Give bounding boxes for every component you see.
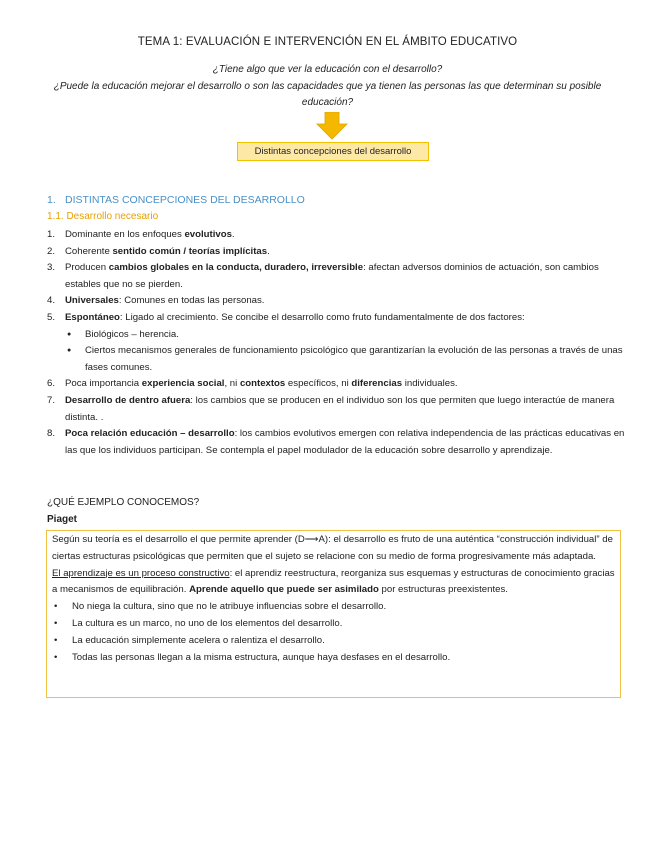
- list-item: 6. Poca importancia experiencia social, ni contextos específicos, ni diferencias individuales.: [47, 378, 458, 390]
- section-label: DISTINTAS CONCEPCIONES DEL DESARROLLO: [65, 194, 305, 206]
- intro-question-1: ¿Tiene algo que ver la educación con el desarrollo?: [212, 64, 443, 75]
- list-item: 2. Coherente sentido común / teorías implícitas.: [47, 245, 270, 257]
- intro-question-2: ¿Puede la educación mejorar el desarrollo o son las capacidades que ya tienen las personas las que determinan su posible educación?: [53, 80, 602, 108]
- list-item: 8. Poca relación educación – desarrollo: los cambios evolutivos emergen con relativa independencia de las prácticas educativas en las que los individuos participan. Se contempla el papel modulador de la educación sobre desarrollo y aprendizaje.: [47, 428, 625, 456]
- box-bullet: • La educación simplemente acelera o ralentiza el desarrollo.: [52, 633, 615, 650]
- piaget-box: [46, 530, 621, 698]
- factor-item: ● Ciertos mecanismos generales de funcionamiento psicológico que garantizarían la evolución de las personas a través de unas fases comunes.: [65, 343, 627, 376]
- intro-questions: [40, 62, 615, 112]
- list-item: 7. Desarrollo de dentro afuera: los cambios que se producen en el individuo son los que permiten que luego interactúe de manera distinta. .: [47, 394, 615, 423]
- concept-box: Distintas concepciones del desarrollo: [237, 142, 429, 161]
- subsection-heading: 1.1. Desarrollo necesario: [47, 211, 159, 222]
- example-question: ¿QUÉ EJEMPLO CONOCEMOS?: [47, 497, 200, 508]
- down-arrow-icon: [316, 112, 348, 140]
- characteristics-list: [47, 227, 627, 459]
- box-bullet: • No niega la cultura, sino que no le atribuye influencias sobre el desarrollo.: [52, 599, 615, 616]
- section-heading: [47, 194, 305, 206]
- factors-list: [65, 327, 627, 377]
- list-item: 1. Dominante en los enfoques evolutivos.: [47, 229, 235, 240]
- box-bullets: [52, 599, 615, 666]
- list-item: 4. Universales: Comunes en todas las personas.: [47, 295, 265, 307]
- box-paragraph-2: El aprendizaje es un proceso constructivo: el aprendiz reestructura, reorganiza sus esquemas y estructuras de conocimiento gracias a mecanismos de equilibración. Aprende aquello que puede ser asimilado por estructuras preexistentes.: [52, 567, 615, 596]
- list-item: 3. Producen cambios globales en la conducta, duradero, irreversible: afectan adversos dominios de actuación, son cambios estables que no se pierden.: [47, 262, 599, 290]
- box-paragraph-1: Según su teoría es el desarrollo el que permite aprender (D⟶A): el desarrollo es fruto de una auténtica “construcción individual” de ciertas estructuras psicológicas que permiten que el sujeto se relacione con su medio de forma progresivamente más adaptada.: [52, 534, 613, 562]
- box-bullet: • La cultura es un marco, no uno de los elementos del desarrollo.: [52, 616, 615, 633]
- box-bullet: • Todas las personas llegan a la misma estructura, aunque haya desfases en el desarrollo.: [52, 650, 615, 667]
- example-name: Piaget: [47, 514, 78, 525]
- section-number: 1.: [47, 194, 56, 206]
- factor-item: ● Biológicos – herencia.: [65, 327, 627, 344]
- list-item: 5. Espontáneo: Ligado al crecimiento. Se concibe el desarrollo como fruto fundamentalmente de dos factores: ● Biológicos – herencia. ● Ciertos mecanismos generales de funcionamiento psicológico que garantizarían la evolución de las personas a través de unas fases comunes.: [47, 310, 627, 376]
- page-title: TEMA 1: EVALUACIÓN E INTERVENCIÓN EN EL ÁMBITO EDUCATIVO: [137, 36, 518, 48]
